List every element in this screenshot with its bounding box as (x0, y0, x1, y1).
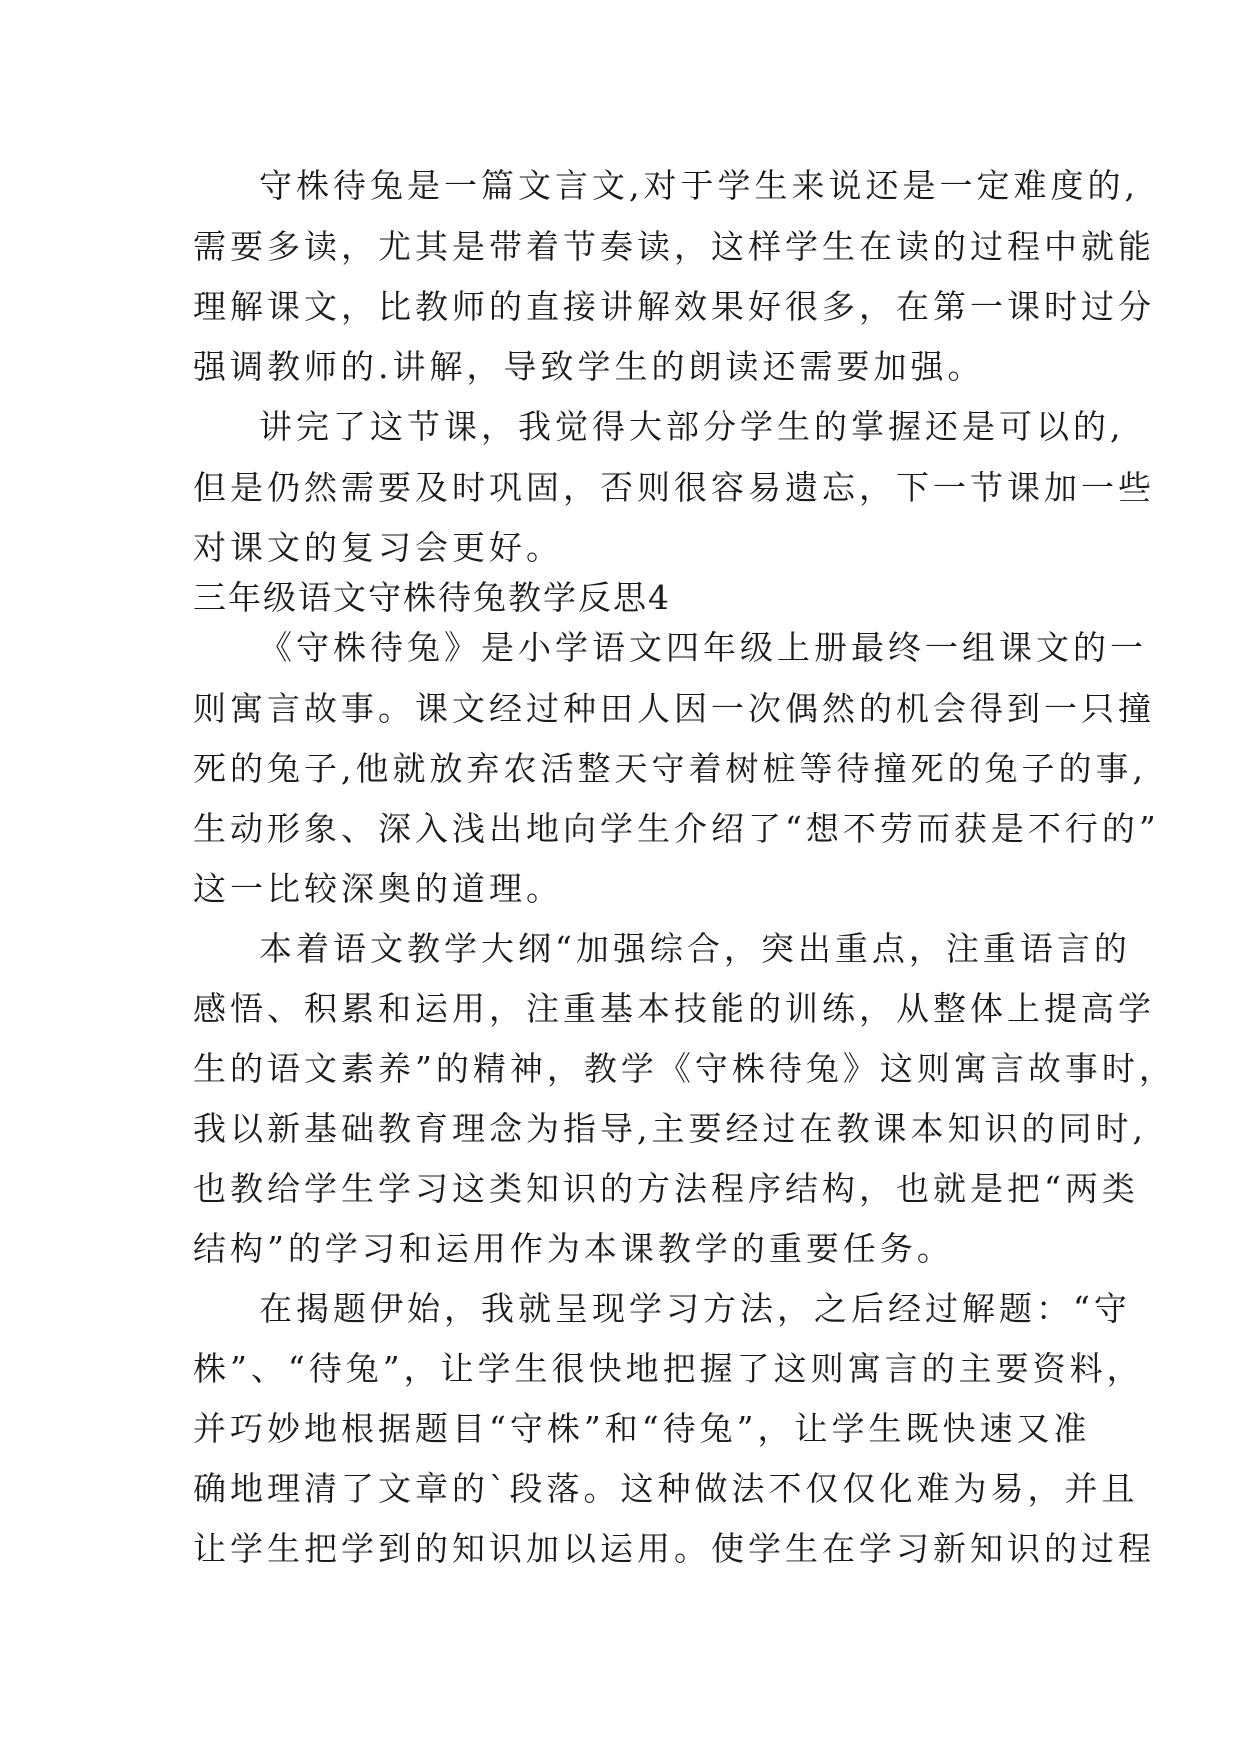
text-line: 对课文的复习会更好。 (193, 528, 563, 567)
text-line: 我以新基础教育理念为指导,主要经过在教课本知识的同时, (193, 1109, 1147, 1148)
text-line: 这一比较深奥的道理。 (193, 869, 563, 908)
text-line: 株”、“待兔”，让学生很快地把握了这则寓言的主要资料， (193, 1349, 1144, 1388)
text-line: 并巧妙地根据题目“守株”和“待兔”，让学生既快速又准 (193, 1409, 1091, 1448)
text-line: 需要多读，尤其是带着节奏读，这样学生在读的过程中就能 (193, 227, 1155, 266)
text-line: 生的语文素养”的精神，教学《守株待兔》这则寓言故事时， (193, 1049, 1176, 1088)
text-line: 讲完了这节课，我觉得大部分学生的掌握还是可以的, (259, 407, 1125, 446)
text-line: 感悟、积累和运用，注重基本技能的训练，从整体上提高学 (193, 989, 1155, 1028)
text-line: 《守株待兔》是小学语文四年级上册最终一组课文的一 (259, 628, 1147, 667)
text-line: 确地理清了文章的`段落。这种做法不仅仅化难为易，并且 (193, 1469, 1139, 1508)
text-line: 则寓言故事。课文经过种田人因一次偶然的机会得到一只撞 (193, 689, 1155, 728)
text-line: 强调教师的.讲解，导致学生的朗读还需要加强。 (193, 347, 985, 386)
text-line: 守株待兔是一篇文言文,对于学生来说还是一定难度的, (259, 166, 1139, 205)
text-line: 生动形象、深入浅出地向学生介绍了“想不劳而获是不行的” (193, 809, 1160, 848)
text-line: 结构”的学习和运用作为本课教学的重要任务。 (193, 1229, 954, 1268)
text-line: 在揭题伊始，我就呈现学习方法，之后经过解题：“守 (259, 1289, 1131, 1328)
text-line: 但是仍然需要及时巩固，否则很容易遗忘，下一节课加一些 (193, 468, 1155, 507)
text-line: 让学生把学到的知识加以运用。使学生在学习新知识的过程 (193, 1529, 1155, 1568)
section-heading: 三年级语文守株待兔教学反思4 (193, 578, 671, 617)
text-line: 也教给学生学习这类知识的方法程序结构，也就是把“两类 (193, 1169, 1139, 1208)
text-line: 理解课文，比教师的直接讲解效果好很多，在第一课时过分 (193, 287, 1155, 326)
text-line: 本着语文教学大纲“加强综合，突出重点，注重语言的 (259, 929, 1131, 968)
text-line: 死的兔子,他就放弃农活整天守着树桩等待撞死的兔子的事, (193, 749, 1147, 788)
